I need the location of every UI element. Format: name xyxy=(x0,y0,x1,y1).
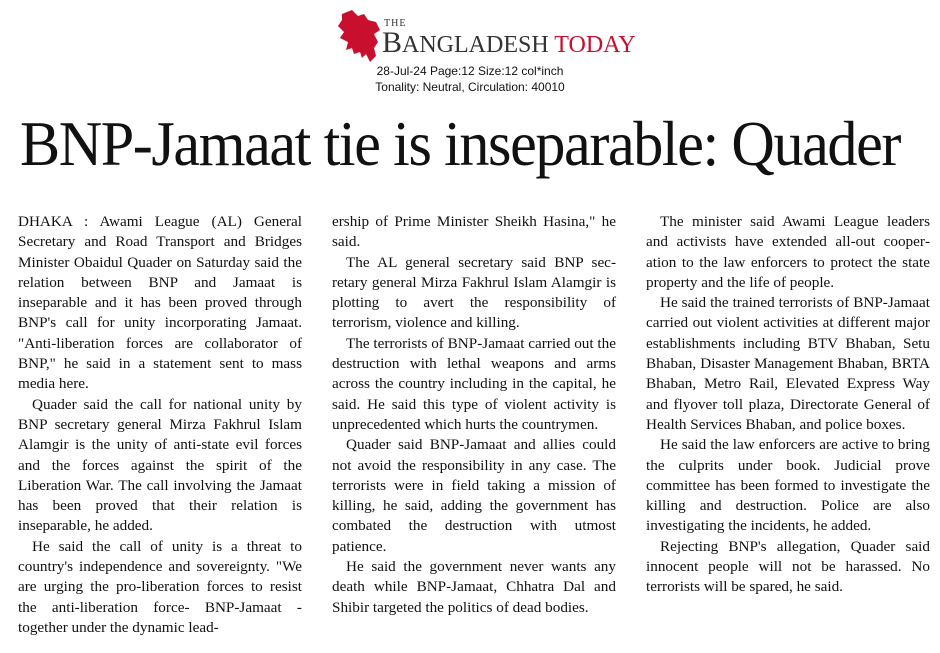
paragraph: Quader said BNP-Jamaat and allies could not avoid the responsibility in any case. The terrorists were in field taking a mission of killing, he said, adding the government has combated the destruction with utmost patience. xyxy=(332,436,616,555)
masthead-the: THE xyxy=(384,18,407,29)
paragraph: ership of Prime Minister Sheikh Hasina," he said. xyxy=(332,213,616,251)
paragraph: He said the trained terrorists of BNP-Jamaat carried out violent activities at different major establishments including BTV Bhaban, Setu Bhaban, Disaster Management Bhaban, BRTA Bhaban, Metro Rail, Elevated Express Way and flyover toll plaza, Directorate General of Health Services Bhaban, and police boxes. xyxy=(646,294,930,433)
masthead-title xyxy=(382,26,636,60)
article-column-1 xyxy=(18,212,302,638)
paragraph: Rejecting BNP's allegation, Quader said innocent people will not be harassed. No terrorists will be spared, he said. xyxy=(646,537,930,596)
article-headline: BNP-Jamaat tie is inseparable: Quader xyxy=(20,108,901,179)
paragraph: The terrorists of BNP-Jamaat carried out the destruction with lethal weapons and arms across the country including in the capital, he said. He said this type of violent activity is unprecedented which hurts the countrymen. xyxy=(332,334,616,433)
paragraph: He said the law enforcers are active to bring the culprits under book. Judicial prove committee has been formed to investigate the killing and destruction. Police are also investigating the incidents, he added. xyxy=(646,436,930,535)
bangladesh-map-icon xyxy=(334,8,382,64)
paragraph: The minister said Awami League leaders and activists have extended all-out cooperation to the law enforcers to protect the state property and the life of people. xyxy=(646,213,930,291)
paragraph: DHAKA : Awami League (AL) General Secretary and Road Transport and Bridges Minister Obaidul Quader on Saturday said the relation between BNP and Jamaat is inseparable and it has been proved through BNP's call for unity incorporating Jamaat. "Anti-liberation forces are collaborator of BNP," he said in a statement sent to mass media here. xyxy=(18,213,302,393)
masthead-today: TODAY xyxy=(554,32,636,58)
paragraph: He said the government never wants any death while BNP-Jamaat, Chhatra Dal and Shibir targeted the politics of dead bodies. xyxy=(332,558,616,616)
clipping-meta-circulation: Tonality: Neutral, Circulation: 40010 xyxy=(375,80,565,94)
clipping-meta-size: 28-Jul-24 Page:12 Size:12 col*inch xyxy=(376,64,564,78)
article-column-2 xyxy=(332,212,616,618)
paragraph: He said the call of unity is a threat to country's independence and sovereignty. "We are urging the pro-liberation forces to resist the anti-liberation force- BNP-Jamaat - together under the dynamic lead- xyxy=(18,537,302,636)
masthead-initial: B xyxy=(382,26,403,59)
paragraph: The AL general secretary said BNP secretary general Mirza Fakhrul Islam Alamgir is plotting to avert the responsibility of terrorism, violence and killing. xyxy=(332,253,616,332)
paragraph: Quader said the call for national unity by BNP secretary general Mirza Fakhrul Islam Alamgir is the unity of anti-state evil forces and the forces against the spirit of the Liberation War. The call involving the Jamaat has been proved that their relation is inseparable, he added. xyxy=(18,395,302,535)
masthead-name: ANGLADESH xyxy=(402,32,549,58)
masthead xyxy=(334,6,636,62)
article-column-3 xyxy=(646,212,930,598)
